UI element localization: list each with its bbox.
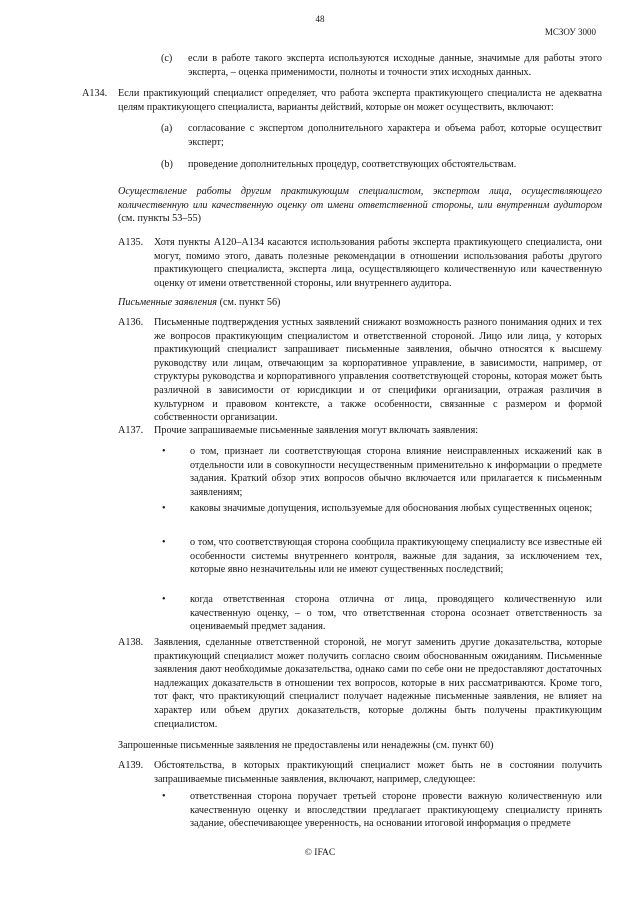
paragraph-number: A138. [118,637,144,648]
bullet-item [162,502,602,516]
paragraph-a137 [118,424,602,438]
section-heading-not-provided: Запрошенные письменные заявления не предоставлены или ненадежны (см. пункт 60) [118,740,494,751]
standard-reference: МСЗОУ 3000 [544,27,596,37]
bullet-item [162,593,602,634]
bullet-icon: • [162,503,166,514]
paragraph-text: Если практикующий специалист определяет, что работа эксперта практикующего специалиста не адекватна целям практикующего специалиста, варианты действий, которые он может осуществить, включают: [118,88,602,113]
bullet-text: ответственная сторона поручает третьей стороне провести важную количественную или качественную оценку и впоследствии предлагает практикующему специалисту принять задание, обеспечивающее уверенность, на основании итоговой информация о предмете [190,791,602,830]
paragraph-text: Прочие запрашиваемые письменные заявления могут включать заявления: [154,425,479,436]
paragraph-a138 [118,636,602,731]
paragraph-number: A134. [82,88,108,100]
heading-italic: Письменные заявления [118,297,218,308]
paragraph-number: A136. [118,317,144,328]
paragraph-text: Заявления, сделанные ответственной стороной, не могут заменить другие доказательства, которые практикующий специалист может получить согласно своим обоснованным ожиданиям. Письменные заявления дают необходимые доказательства, однако сами по себе они не предоставляют достаточных надлежащих доказательств в отношении тех вопросов, которые в них рассматриваются. Кроме того, тот факт, что практикующий специалист получает надежные письменные заявления, не влияет на характер или объем других доказательств, которые должны быть получены практикующим специалистом. [154,637,602,730]
bullet-text: о том, признает ли соответствующая сторона влияние неисправленных искажений как в отдельности или в совокупности несущественным применительно к информации о предмете задания. Краткий обзор этих вопросов обычно включается или прилагается к письменным заявлениям; [190,446,602,498]
list-item-b [161,158,602,172]
bullet-text: о том, что соответствующая сторона сообщила практикующему специалисту все известные ей особенности системы внутреннего контроля, важные для задания, за исключением тех, которые явно незначительны или не имеют существенных последствий; [190,537,602,576]
item-text: согласование с экспертом дополнительного характера и объема работ, которые осуществит эксперт; [188,123,602,148]
paragraph-number: A137. [118,425,144,436]
item-letter: (b) [161,158,173,170]
bullet-item [162,790,602,831]
list-item-c [161,52,602,79]
bullet-item [162,445,602,499]
footer-copyright: © IFAC [304,848,336,858]
bullet-icon: • [162,537,166,548]
paragraph-a136 [118,316,602,425]
heading-ref: (см. пункты 53–55) [118,213,201,225]
heading-ref: (см. пункт 56) [217,297,281,308]
paragraph-text: Хотя пункты A120–A134 касаются использования работы эксперта практикующего специалиста, они могут, помимо этого, давать полезные рекомендации в отношении использования работы другого практикующего специалиста, эксперта лица, осуществляющего количественную или качественную оценку от имени ответственной стороны, или внутреннего аудитора. [154,237,602,289]
item-letter: (a) [161,123,173,135]
item-letter: (c) [161,53,173,64]
bullet-text: каковы значимые допущения, используемые для обоснования любых существенных оценок; [190,503,593,514]
bullet-text: когда ответственная сторона отлична от лица, проводящего количественную или качественную оценку, – о том, что ответственная сторона осознает ответственность за оцениваемый предмет задания. [190,594,602,633]
paragraph-text: Письменные подтверждения устных заявлений снижают возможность разного понимания одних и тех же вопросов практикующим специалистом и ответственной стороной. Лицо или лица, у которых практикующий специалист запрашивает письменные заявления, обычно относятся к высшему руководству или лицам, отвечающим за корпоративное управление, в зависимости, например, от структуры руководства и корпоративного управления соответствующей стороны, которая может быть различной в зависимости от юрисдикции и от специфики организации, отражая различия в культурном и правовом контексте, а также особенности, связанные с размером и формой собственности организации. [154,317,602,424]
list-item-a [161,122,602,149]
page-number: 48 [315,14,325,24]
paragraph-number: A139. [118,760,144,771]
item-text: если в работе такого эксперта используются исходные данные, значимые для работы этого эксперта, – оценка применимости, полноты и точности этих исходных данных. [188,53,602,78]
paragraph-text: Обстоятельства, в которых практикующий специалист может быть не в состоянии получить запрашиваемые письменные заявления, включают, например, следующее: [154,760,602,785]
section-heading-other-work [118,185,602,226]
paragraph-number: A135. [118,237,144,248]
heading-italic: Осуществление работы другим практикующим специалистом, экспертом лица, осуществляющего количественную или качественную оценку от имени ответственной стороны, или внутренним аудитором [118,186,602,211]
bullet-icon: • [162,446,166,457]
bullet-icon: • [162,594,166,605]
bullet-item [162,536,602,577]
paragraph-a135 [118,236,602,290]
section-heading-written-representations [118,296,602,310]
page-content [82,52,602,179]
paragraph-a139 [118,759,602,786]
item-text: проведение дополнительных процедур, соответствующих обстоятельствам. [188,158,517,170]
paragraph-a134 [82,87,602,114]
bullet-icon: • [162,791,166,802]
